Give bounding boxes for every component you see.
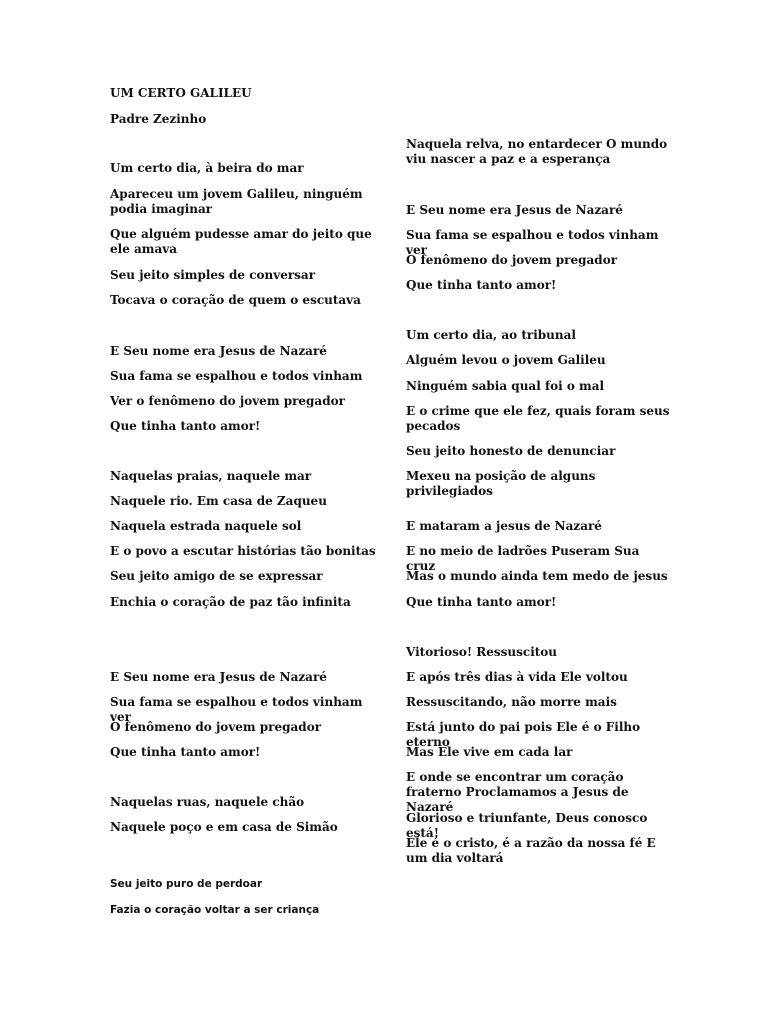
lyric-line: Ressuscitando, não morre mais: [406, 695, 617, 709]
lyric-line: Sua fama se espalhou e todos vinham ver: [110, 695, 363, 724]
lyric-line: Seu jeito honesto de denunciar: [406, 444, 616, 458]
lyric-line: Naquelas ruas, naquele chão: [110, 795, 305, 809]
lyric-line: E o povo a escutar histórias tão bonitas: [110, 544, 376, 558]
song-title: UM CERTO GALILEU: [110, 86, 252, 100]
lyric-line: Enchia o coração de paz tão infinita: [110, 595, 351, 609]
lyric-line: Sua fama se espalhou e todos vinham: [110, 369, 363, 383]
lyric-line: Que tinha tanto amor!: [110, 745, 261, 759]
lyric-line: Naquele poço e em casa de Simão: [110, 820, 338, 834]
lyric-line: Naquela estrada naquele sol: [110, 519, 302, 533]
lyric-line: Que tinha tanto amor!: [110, 419, 261, 433]
lyric-line: Apareceu um jovem Galileu, ninguém podia imaginar: [110, 187, 363, 216]
lyric-line: O fenômeno do jovem pregador: [110, 720, 322, 734]
lyric-line: Naquele rio. Em casa de Zaqueu: [110, 494, 327, 508]
lyric-line: Sua fama se espalhou e todos vinham ver: [406, 228, 659, 257]
lyric-line: Naquela relva, no entardecer O mundo viu nascer a paz e a esperança: [406, 137, 668, 166]
lyric-line: Está junto do pai pois Ele é o Filho eterno: [406, 720, 641, 749]
lyric-line: E Seu nome era Jesus de Nazaré: [406, 203, 623, 217]
lyric-line: Um certo dia, à beira do mar: [110, 161, 304, 175]
lyric-line: Seu jeito puro de perdoar: [110, 878, 263, 890]
lyric-line: Vitorioso! Ressuscitou: [406, 645, 558, 659]
lyric-line: Seu jeito simples de conversar: [110, 268, 316, 282]
lyric-line: Ele é o cristo, é a razão da nossa fé E um dia voltará: [406, 836, 656, 865]
lyric-line: E o crime que ele fez, quais foram seus pecados: [406, 404, 670, 433]
lyric-line: E após três dias à vida Ele voltou: [406, 670, 628, 684]
lyric-line: Seu jeito amigo de se expressar: [110, 569, 323, 583]
lyric-line: Tocava o coração de quem o escutava: [110, 293, 361, 307]
lyric-line: Alguém levou o jovem Galileu: [406, 353, 606, 367]
lyric-line: O fenômeno do jovem pregador: [406, 253, 618, 267]
lyric-line: E Seu nome era Jesus de Nazaré: [110, 344, 327, 358]
song-author: Padre Zezinho: [110, 112, 207, 126]
lyric-line: E Seu nome era Jesus de Nazaré: [110, 670, 327, 684]
lyric-line: Mexeu na posição de alguns privilegiados: [406, 469, 596, 498]
lyric-line: Naquelas praias, naquele mar: [110, 469, 312, 483]
lyric-line: Glorioso e triunfante, Deus conosco está!: [406, 811, 648, 840]
lyric-line: Que tinha tanto amor!: [406, 595, 557, 609]
lyric-line: Ver o fenômeno do jovem pregador: [110, 394, 345, 408]
lyric-line: E no meio de ladrões Puseram Sua cruz: [406, 544, 640, 573]
lyric-line: Que alguém pudesse amar do jeito que ele amava: [110, 227, 372, 256]
lyric-line: Fazia o coração voltar a ser criança: [110, 904, 320, 916]
lyric-line: E onde se encontrar um coração fraterno Proclamamos a Jesus de Nazaré: [406, 770, 629, 814]
lyric-line: Ninguém sabia qual foi o mal: [406, 379, 605, 393]
lyric-line: Mas o mundo ainda tem medo de jesus: [406, 569, 668, 583]
lyric-line: E mataram a jesus de Nazaré: [406, 519, 602, 533]
lyric-line: Um certo dia, ao tribunal: [406, 328, 576, 342]
lyric-line: Que tinha tanto amor!: [406, 278, 557, 292]
lyric-line: Mas Ele vive em cada lar: [406, 745, 573, 759]
